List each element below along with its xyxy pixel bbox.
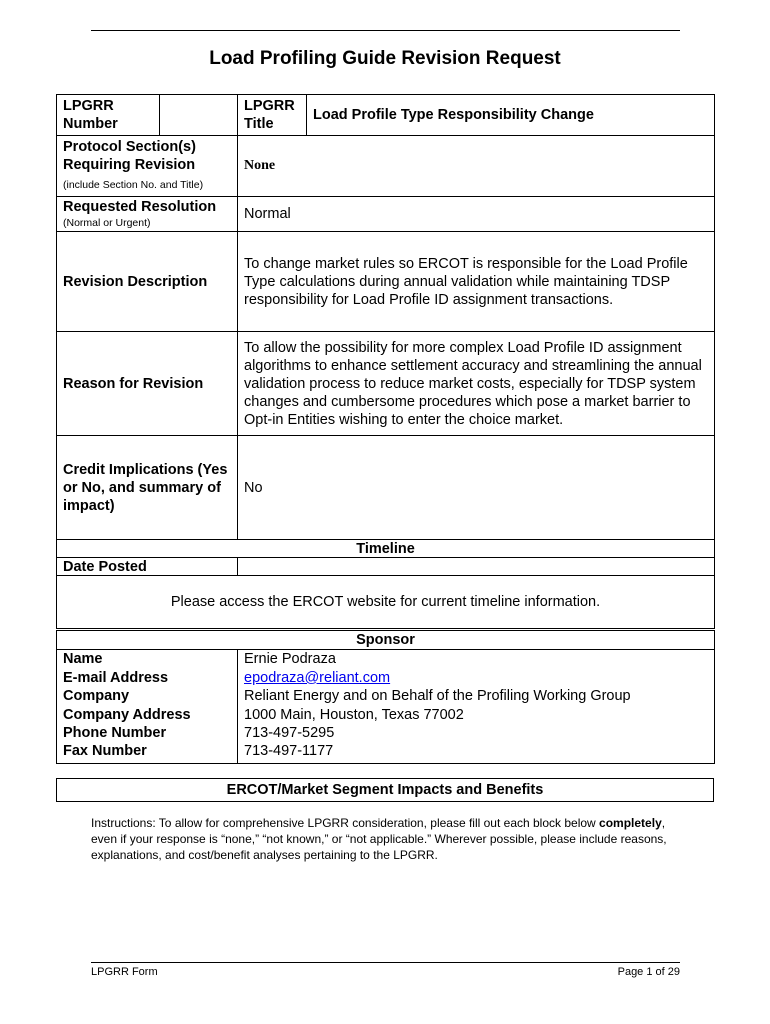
sponsor-fax-value: 713-497-1177 (244, 743, 334, 760)
lpgrr-number-label: LPGRR Number (57, 95, 160, 136)
sponsor-row-name (57, 650, 715, 669)
sponsor-table (56, 630, 715, 764)
sponsor-name-label: Name (57, 650, 238, 669)
sponsor-company-value: Reliant Energy and on Behalf of the Profiling Working Group (244, 688, 631, 705)
protocol-section-label: Protocol Section(s) Requiring Revision (63, 139, 196, 173)
protocol-section-label-cell (57, 136, 238, 197)
sponsor-header: Sponsor (57, 631, 715, 650)
date-posted-value[interactable] (238, 558, 715, 576)
requested-resolution-label: Requested Resolution (63, 199, 217, 215)
requested-resolution-sublabel: (Normal or Urgent) (63, 217, 151, 229)
top-rule (91, 30, 680, 31)
sponsor-company-label: Company (57, 687, 238, 705)
sponsor-phone-value: 713-497-5295 (244, 725, 335, 742)
lpgrr-number-value[interactable] (160, 95, 238, 136)
instructions-prefix: Instructions: To allow for comprehensive LPGRR consideration, please fill out each block below (91, 816, 600, 830)
footer-rule (91, 962, 680, 963)
page-title: Load Profiling Guide Revision Request (209, 48, 561, 69)
protocol-section-sublabel: (include Section No. and Title) (63, 179, 204, 191)
sponsor-row-address (57, 706, 715, 724)
requested-resolution-label-cell (57, 197, 238, 232)
reason-for-revision-value[interactable]: To allow the possibility for more complex Load Profile ID assignment algorithms to enhance settlement accuracy and streamlining the annual validation process to reduce market costs, especially for TDSP system changes and cumbersome procedures which pose a market barrier to Opt-in Entities wishing to enter the choice market. (238, 332, 715, 436)
impacts-header: ERCOT/Market Segment Impacts and Benefits (56, 778, 714, 802)
sponsor-address-value: 1000 Main, Houston, Texas 77002 (244, 706, 464, 723)
instructions-suffix: , even if your response is “none,” “not known,” or “not applicable.” Wherever possible, please include reasons, explanations, and cost/benefit analyses pertaining to the LPGRR. (91, 816, 667, 862)
sponsor-fax-label: Fax Number (57, 742, 238, 763)
sponsor-row-company (57, 687, 715, 705)
revision-description-value[interactable]: To change market rules so ERCOT is responsible for the Load Profile Type calculations during annual validation while maintaining TDSP responsibility for Load Profile ID assignment transactions. (238, 232, 715, 332)
sponsor-row-phone (57, 724, 715, 742)
sponsor-address-label: Company Address (57, 706, 238, 724)
footer-form-name: LPGRR Form (91, 966, 158, 978)
lpgrr-title-label: LPGRR Title (238, 95, 307, 136)
timeline-header: Timeline (57, 540, 715, 558)
sponsor-row-email (57, 669, 715, 687)
request-form-table (56, 94, 715, 629)
protocol-section-value[interactable]: None (238, 136, 715, 197)
revision-description-label: Revision Description (57, 232, 238, 332)
timeline-note: Please access the ERCOT website for current timeline information. (57, 576, 715, 629)
sponsor-email-label: E-mail Address (57, 669, 238, 687)
footer-page-number: Page 1 of 29 (617, 966, 680, 978)
instructions-text (91, 815, 691, 863)
requested-resolution-value[interactable]: Normal (238, 197, 715, 232)
sponsor-phone-label: Phone Number (57, 724, 238, 742)
sponsor-row-fax (57, 742, 715, 763)
instructions-bold: completely (599, 816, 662, 830)
date-posted-label: Date Posted (57, 558, 238, 576)
credit-implications-value[interactable]: No (238, 436, 715, 540)
reason-for-revision-label: Reason for Revision (57, 332, 238, 436)
credit-implications-label: Credit Implications (Yes or No, and summary of impact) (57, 436, 238, 540)
lpgrr-title-value[interactable]: Load Profile Type Responsibility Change (307, 95, 715, 136)
sponsor-name-value: Ernie Podraza (244, 651, 336, 668)
sponsor-email-link[interactable]: epodraza@reliant.com (244, 669, 391, 686)
